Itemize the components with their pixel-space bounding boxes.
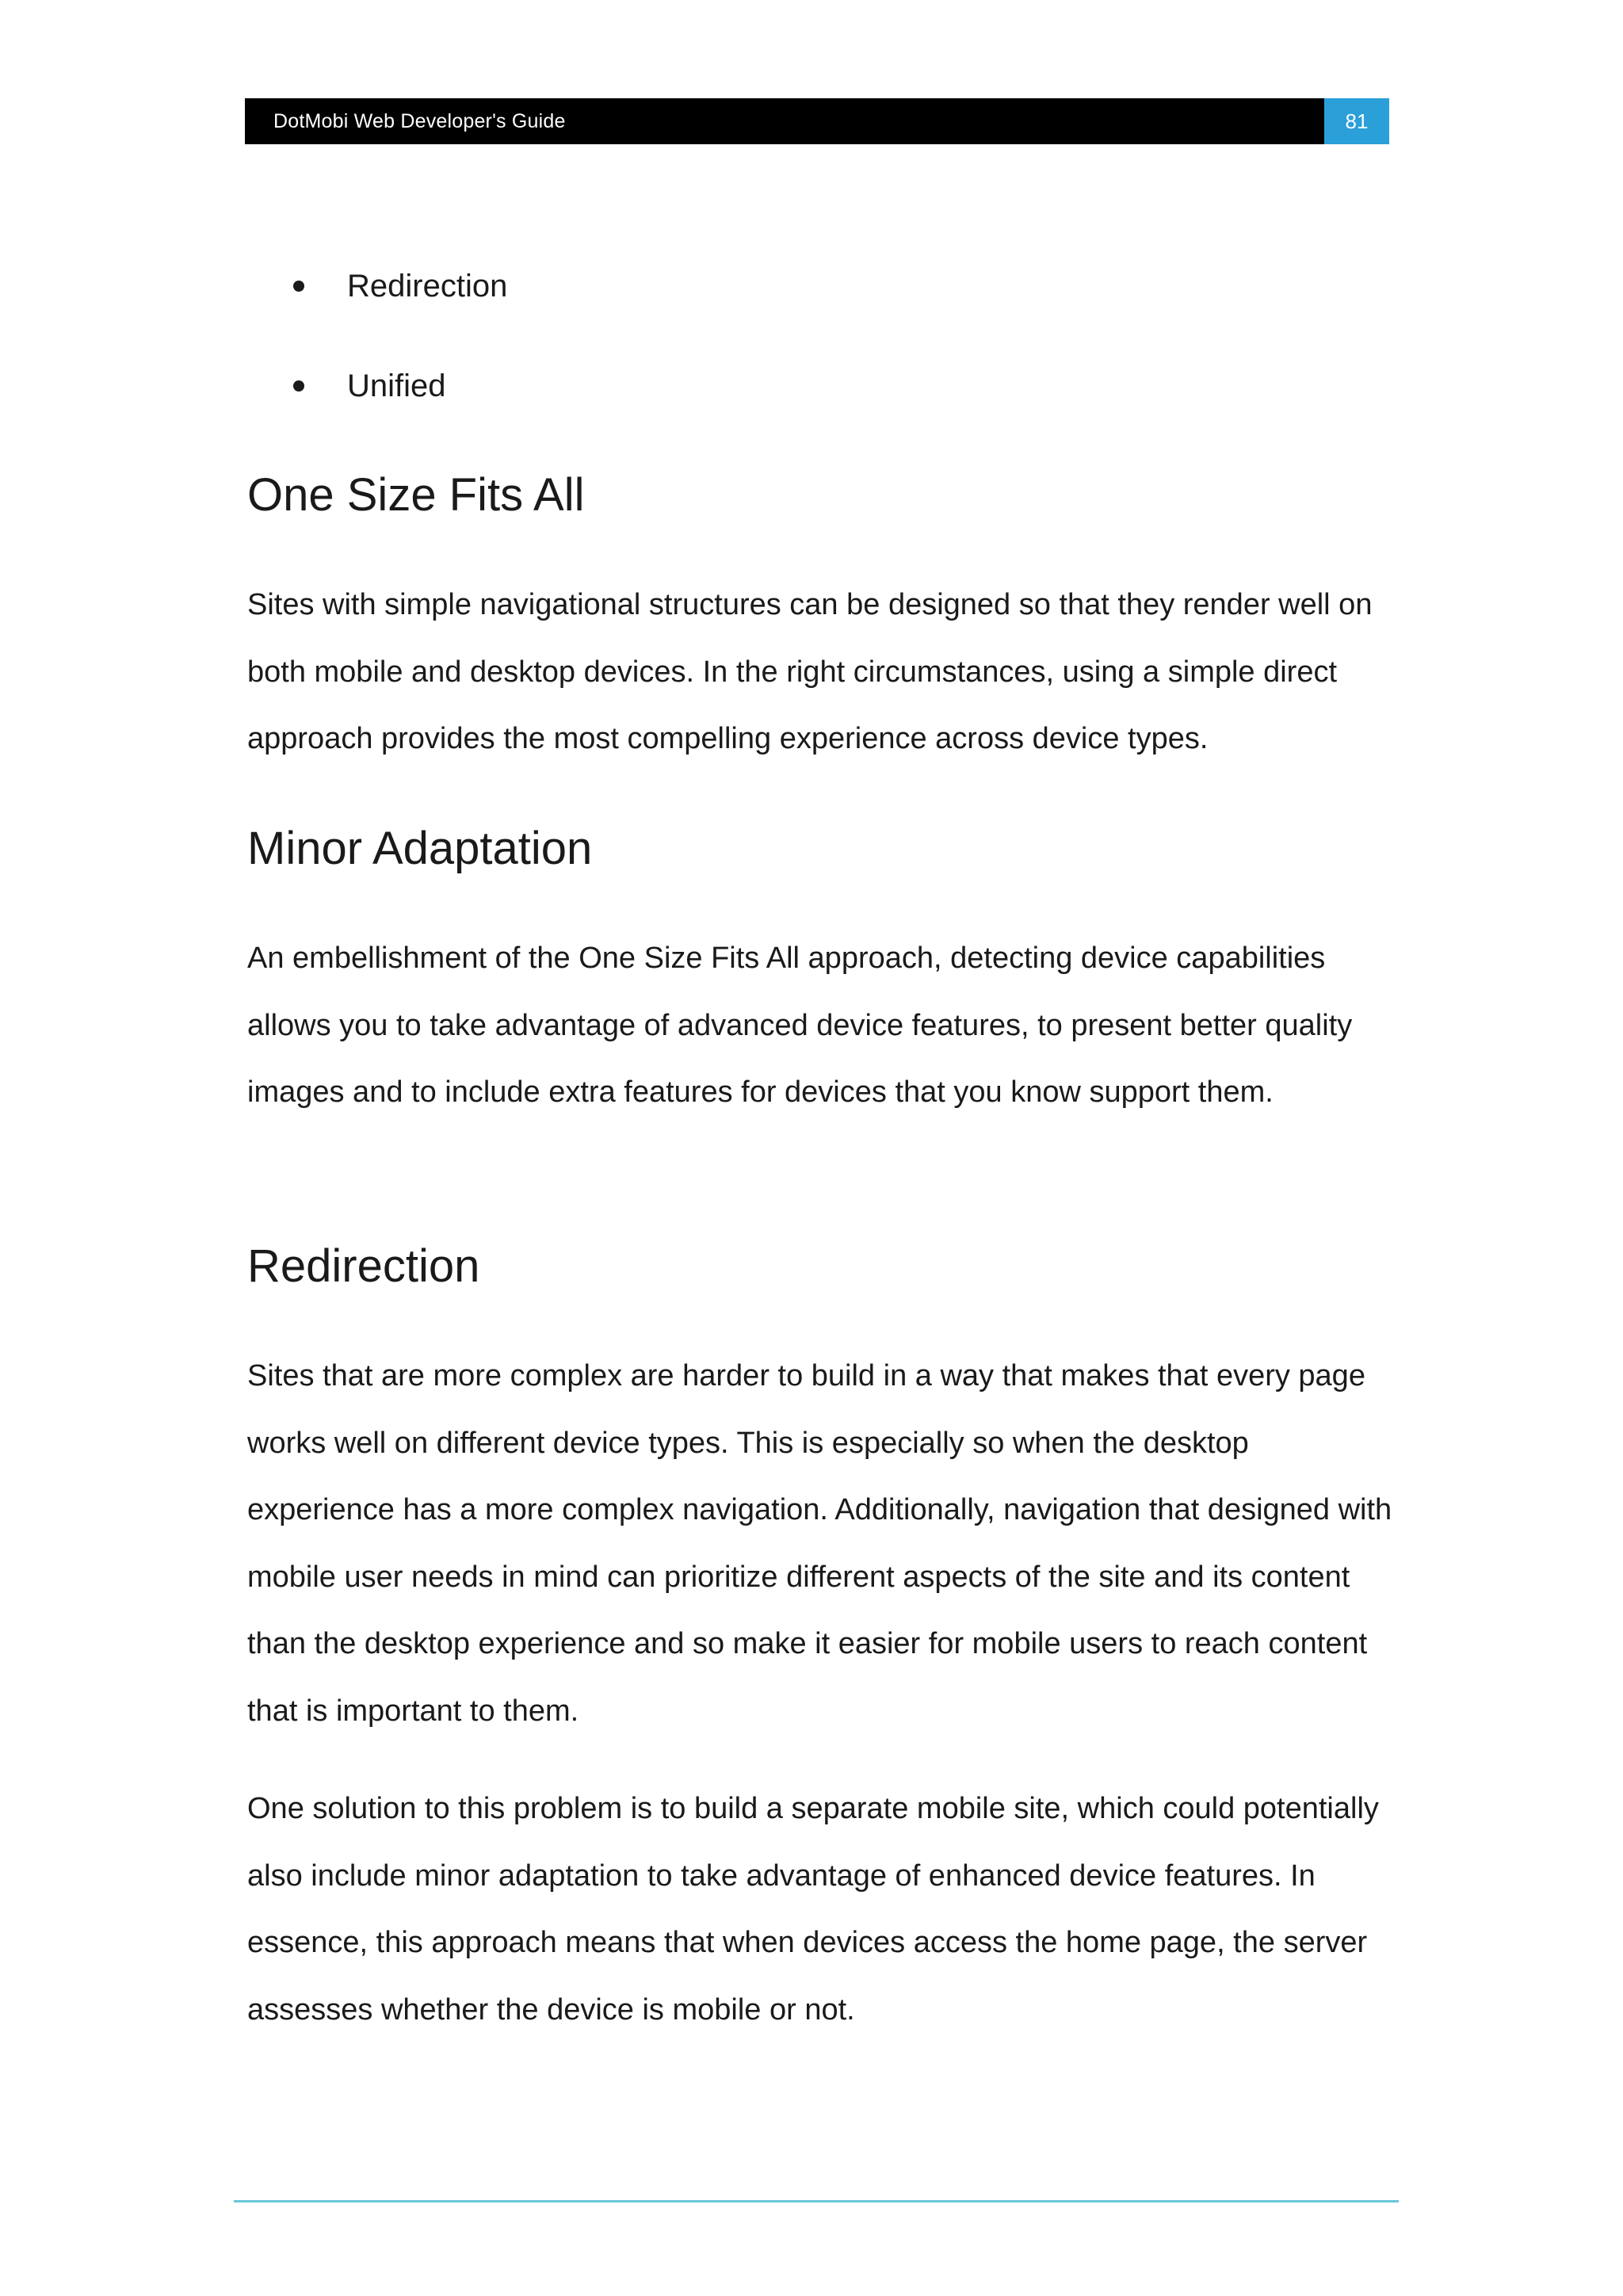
running-header [245, 98, 1389, 144]
bullet-item [293, 356, 507, 456]
bullet-text: Unified [347, 369, 446, 403]
section-heading-minor-adaptation: Minor Adaptation [247, 823, 593, 874]
bullet-icon [293, 281, 304, 292]
bullet-icon [293, 380, 304, 392]
section-heading-redirection: Redirection [247, 1240, 480, 1292]
page-number: 81 [1324, 98, 1389, 144]
paragraph: One solution to this problem is to build a separate mobile site, which could potentially also include minor adaptation to take advantage of enhanced device features. In essence, this approach means that when devices access the home page, the server assesses whether the device is mobile or not. [247, 1792, 1379, 2027]
bullet-text: Redirection [347, 269, 508, 304]
section-heading-one-size-fits-all: One Size Fits All [247, 469, 585, 521]
bullet-item [293, 256, 507, 356]
paragraph: Sites that are more complex are harder to build in a way that makes that every page works well on different device types. This is especially so when the desktop experience has a more complex navigation. Additionally, navigation that designed with mobile user needs in mind can prioritize different aspects of the site and its content than the desktop experience and so make it easier for mobile users to reach content that is important to them. [247, 1359, 1392, 1728]
header-title: DotMobi Web Developer's Guide [273, 110, 566, 132]
bullet-list [293, 256, 507, 456]
paragraph: Sites with simple navigational structures can be designed so that they render well on both mobile and desktop devices. In the right circumstances, using a simple direct approach provides the most compelling experience across device types. [247, 588, 1373, 755]
paragraph: An embellishment of the One Size Fits All approach, detecting device capabilities allows you to take advantage of advanced device features, to present better quality images and to include extra features for devices that you know support them. [247, 942, 1353, 1109]
footer-rule [234, 2200, 1399, 2202]
